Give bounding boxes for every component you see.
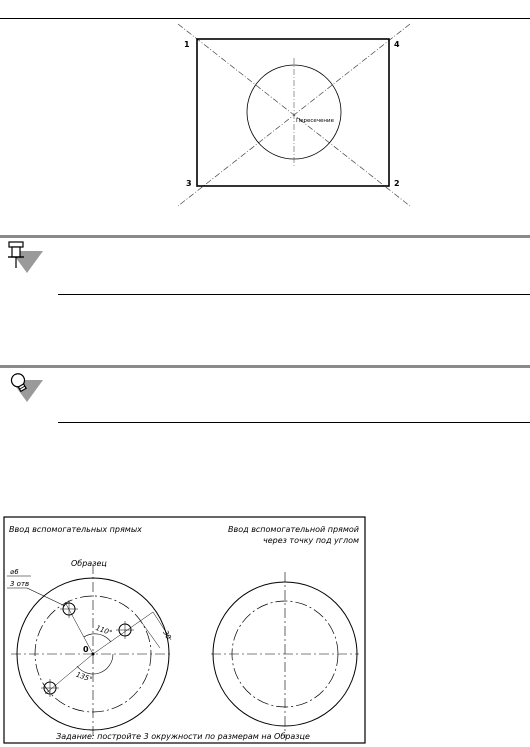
- tip-end-rule: [58, 422, 530, 423]
- pushpin-icon: [5, 241, 45, 275]
- corner-label-3: 3: [186, 179, 192, 188]
- sample-label: Образец: [71, 559, 107, 568]
- top-rule: [0, 18, 530, 19]
- drawing-frame: [4, 517, 365, 743]
- title-right-line1: Ввод вспомогательной прямой: [228, 525, 359, 534]
- rectangle-intersection-figure: [170, 20, 420, 210]
- angle-110-label: 110°: [94, 623, 114, 638]
- diameter-label: ⌀6: [10, 568, 19, 576]
- note-end-rule: [58, 294, 530, 295]
- tip-separator: [0, 365, 530, 368]
- origin-label: 0: [83, 645, 89, 654]
- corner-label-1: 1: [184, 40, 190, 49]
- title-right-line2: через точку под углом: [262, 536, 359, 545]
- task-text: Задание: постройте 3 окружности по размерам на Образце: [56, 732, 310, 741]
- corner-label-2: 2: [394, 179, 400, 188]
- corner-label-4: 4: [394, 40, 400, 49]
- rectangle: [197, 39, 389, 186]
- title-left: Ввод вспомогательных прямых: [9, 525, 142, 534]
- angle-135-label: 135°: [74, 670, 94, 684]
- holes-label: 3 отв: [10, 580, 30, 588]
- note-separator: [0, 235, 530, 238]
- radius-30-label: 30: [161, 629, 173, 641]
- auxiliary-lines-drawing: [3, 516, 366, 744]
- lightbulb-icon: [5, 370, 45, 404]
- center-circle: [247, 65, 341, 159]
- intersection-label: Пересечение: [296, 118, 334, 124]
